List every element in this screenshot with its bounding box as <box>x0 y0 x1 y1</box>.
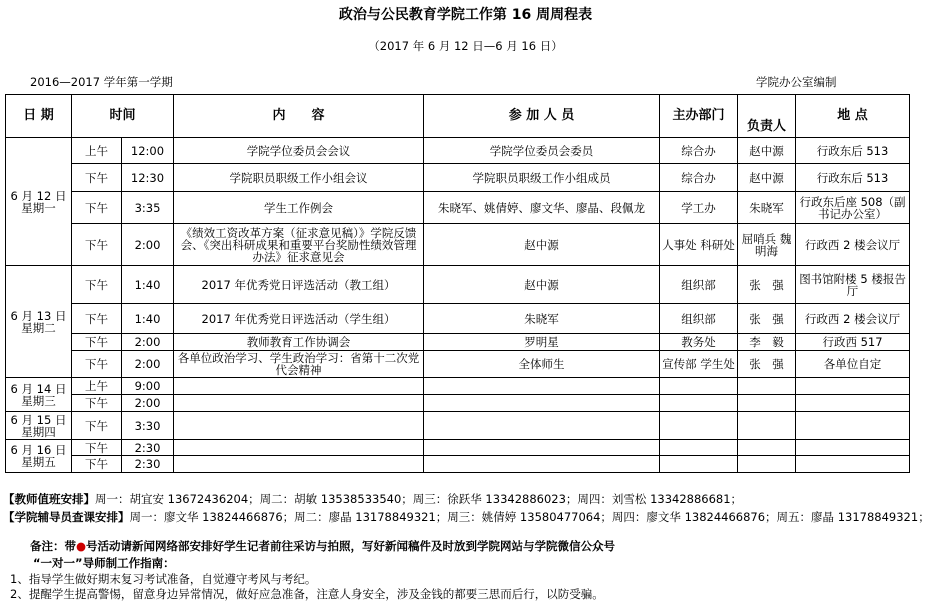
row-lead <box>738 395 796 412</box>
table-row <box>6 334 910 351</box>
row-participants: 罗明星 <box>424 334 660 351</box>
row-period: 下午 <box>72 395 122 412</box>
teacher-duty-line <box>3 491 742 507</box>
row-dept: 学工办 <box>660 192 738 224</box>
row-dept <box>660 395 738 412</box>
schedule-table <box>5 94 910 473</box>
day-weekday: 星期四 <box>21 424 56 439</box>
row-place <box>796 440 910 456</box>
header-date: 日 期 <box>6 95 72 138</box>
row-participants <box>424 378 660 395</box>
row-period: 下午 <box>72 334 122 351</box>
row-content: 学生工作例会 <box>174 192 424 224</box>
row-period: 下午 <box>72 456 122 473</box>
table-row <box>6 412 910 440</box>
guide-item: 2、提醒学生提高警惕，留意身边异常情况，做好应急准备，注意人身安全，涉及金钱的都要三思而后行，以防受骗。 <box>10 587 604 601</box>
page-title: 政治与公民教育学院工作第 16 周周程表 <box>338 7 593 23</box>
row-period: 下午 <box>72 304 122 334</box>
row-place <box>796 456 910 473</box>
row-lead <box>738 456 796 473</box>
row-place: 行政西 2 楼会议厅 <box>796 224 910 266</box>
table-row <box>6 224 910 266</box>
date-range: （2017 年 6 月 12 日—6 月 16 日） <box>368 39 563 53</box>
table-row <box>6 456 910 473</box>
row-place <box>796 378 910 395</box>
day-date: 6 月 12 日 <box>10 188 67 203</box>
row-place: 行政东后 513 <box>796 164 910 192</box>
counselor-line <box>3 509 930 525</box>
row-dept <box>660 456 738 473</box>
row-participants <box>424 395 660 412</box>
table-row <box>6 138 910 164</box>
row-place <box>796 412 910 440</box>
row-content: 学院学位委员会会议 <box>174 138 424 164</box>
row-dept <box>660 412 738 440</box>
row-place: 行政西 2 楼会议厅 <box>796 304 910 334</box>
header-participants: 参 加 人 员 <box>424 95 660 138</box>
row-participants: 赵中源 <box>424 266 660 304</box>
row-time: 2:00 <box>122 224 174 266</box>
row-content <box>174 456 424 473</box>
row-participants: 学院学位委员会委员 <box>424 138 660 164</box>
row-dept: 综合办 <box>660 164 738 192</box>
term-label: 2016—2017 学年第一学期 <box>30 75 173 89</box>
row-participants: 赵中源 <box>424 224 660 266</box>
editor-label: 学院办公室编制 <box>756 75 837 89</box>
row-period: 上午 <box>72 138 122 164</box>
teacher-duty-label: 【教师值班安排】 <box>3 492 95 506</box>
row-content: 教师教育工作协调会 <box>174 334 424 351</box>
bullet-mark-icon: ● <box>76 539 87 553</box>
day-weekday: 星期五 <box>21 455 56 469</box>
header-place: 地 点 <box>796 95 910 138</box>
header-row <box>6 95 910 138</box>
row-time: 1:40 <box>122 304 174 334</box>
row-dept: 综合办 <box>660 138 738 164</box>
day-cell <box>6 440 72 473</box>
row-lead: 屈哨兵 魏明海 <box>738 224 796 266</box>
day-date: 6 月 16 日 <box>10 443 67 457</box>
row-lead: 赵中源 <box>738 138 796 164</box>
row-content: 2017 年优秀党日评选活动（教工组） <box>174 266 424 304</box>
row-period: 下午 <box>72 412 122 440</box>
row-participants: 朱晓军 <box>424 304 660 334</box>
row-lead <box>738 412 796 440</box>
row-time: 2:30 <box>122 440 174 456</box>
guide-title: “一对一”导师制工作指南： <box>33 556 175 570</box>
row-time: 2:00 <box>122 395 174 412</box>
note-line <box>30 538 615 554</box>
table-row <box>6 164 910 192</box>
header-time: 时间 <box>72 95 174 138</box>
row-time: 2:00 <box>122 334 174 351</box>
row-time: 2:00 <box>122 351 174 378</box>
row-time: 1:40 <box>122 266 174 304</box>
row-participants <box>424 456 660 473</box>
row-dept: 教务处 <box>660 334 738 351</box>
row-dept: 人事处 科研处 <box>660 224 738 266</box>
row-lead: 张 强 <box>738 304 796 334</box>
row-lead: 张 强 <box>738 266 796 304</box>
day-weekday: 星期二 <box>21 320 56 335</box>
row-dept: 宣传部 学生处 <box>660 351 738 378</box>
table-row <box>6 395 910 412</box>
row-time: 12:30 <box>122 164 174 192</box>
row-period: 下午 <box>72 440 122 456</box>
row-participants <box>424 412 660 440</box>
row-participants <box>424 440 660 456</box>
row-dept <box>660 378 738 395</box>
row-time: 9:00 <box>122 378 174 395</box>
day-weekday: 星期三 <box>21 393 56 408</box>
row-content <box>174 395 424 412</box>
row-content <box>174 378 424 395</box>
row-time: 2:30 <box>122 456 174 473</box>
table-row <box>6 304 910 334</box>
day-cell <box>6 266 72 378</box>
row-content <box>174 440 424 456</box>
note-text-b: 号活动请新闻网络部安排好学生记者前往采访与拍照，写好新闻稿件及时放到学院网站与学院微信公众号 <box>86 539 616 553</box>
table-row <box>6 192 910 224</box>
day-date: 6 月 13 日 <box>10 308 67 323</box>
note-text-a: 带 <box>64 539 76 553</box>
day-cell <box>6 378 72 412</box>
table-row <box>6 440 910 456</box>
row-content: 《绩效工资改革方案（征求意见稿）》学院反馈会、《突出科研成果和重要平台奖励性绩效管理办法》征求意见会 <box>174 224 424 266</box>
header-content: 内 容 <box>174 95 424 138</box>
row-period: 上午 <box>72 378 122 395</box>
row-lead <box>738 440 796 456</box>
row-content: 学院职员职级工作小组会议 <box>174 164 424 192</box>
day-date: 6 月 15 日 <box>10 412 67 427</box>
counselor-label: 【学院辅导员查课安排】 <box>3 510 130 524</box>
row-lead: 朱晓军 <box>738 192 796 224</box>
header-dept: 主办部门 <box>660 95 738 138</box>
guide-item: 1、指导学生做好期末复习考试准备，自觉遵守考风与考纪。 <box>10 572 317 586</box>
table-row <box>6 266 910 304</box>
row-dept: 组织部 <box>660 304 738 334</box>
day-cell <box>6 412 72 440</box>
row-participants: 朱晓军、姚倩婷、廖文华、廖晶、段佩龙 <box>424 192 660 224</box>
row-period: 下午 <box>72 192 122 224</box>
day-date: 6 月 14 日 <box>10 381 67 396</box>
day-weekday: 星期一 <box>21 200 56 215</box>
day-cell <box>6 138 72 266</box>
row-place: 各单位自定 <box>796 351 910 378</box>
row-period: 下午 <box>72 164 122 192</box>
row-lead: 李 毅 <box>738 334 796 351</box>
row-time: 12:00 <box>122 138 174 164</box>
counselor-text: 周一：廖文华 13824466876；周二：廖晶 13178849321；周三：姚倩婷 13580477064；周四：廖文华 13824466876；周五：廖晶 13178849321； <box>129 510 930 524</box>
teacher-duty-text: 周一：胡宜安 13672436204；周二：胡敏 13538533540；周三：徐跃华 13342886023；周四：刘雪松 13342886681； <box>95 492 743 506</box>
row-period: 下午 <box>72 351 122 378</box>
row-content <box>174 412 424 440</box>
row-place: 行政西 517 <box>796 334 910 351</box>
row-participants: 全体师生 <box>424 351 660 378</box>
row-period: 下午 <box>72 224 122 266</box>
row-dept <box>660 440 738 456</box>
row-period: 下午 <box>72 266 122 304</box>
row-time: 3:30 <box>122 412 174 440</box>
row-participants: 学院职员职级工作小组成员 <box>424 164 660 192</box>
row-place: 行政东后座 508（副书记办公室） <box>796 192 910 224</box>
row-lead: 赵中源 <box>738 164 796 192</box>
row-content: 各单位政治学习、学生政治学习：省第十二次党代会精神 <box>174 351 424 378</box>
row-place: 图书馆附楼 5 楼报告厅 <box>796 266 910 304</box>
table-row <box>6 378 910 395</box>
table-row <box>6 351 910 378</box>
row-content: 2017 年优秀党日评选活动（学生组） <box>174 304 424 334</box>
row-place <box>796 395 910 412</box>
row-dept: 组织部 <box>660 266 738 304</box>
header-lead: 负责人 <box>738 95 796 138</box>
row-lead <box>738 378 796 395</box>
row-place: 行政东后 513 <box>796 138 910 164</box>
row-time: 3:35 <box>122 192 174 224</box>
note-label: 备注： <box>30 539 65 553</box>
row-lead: 张 强 <box>738 351 796 378</box>
